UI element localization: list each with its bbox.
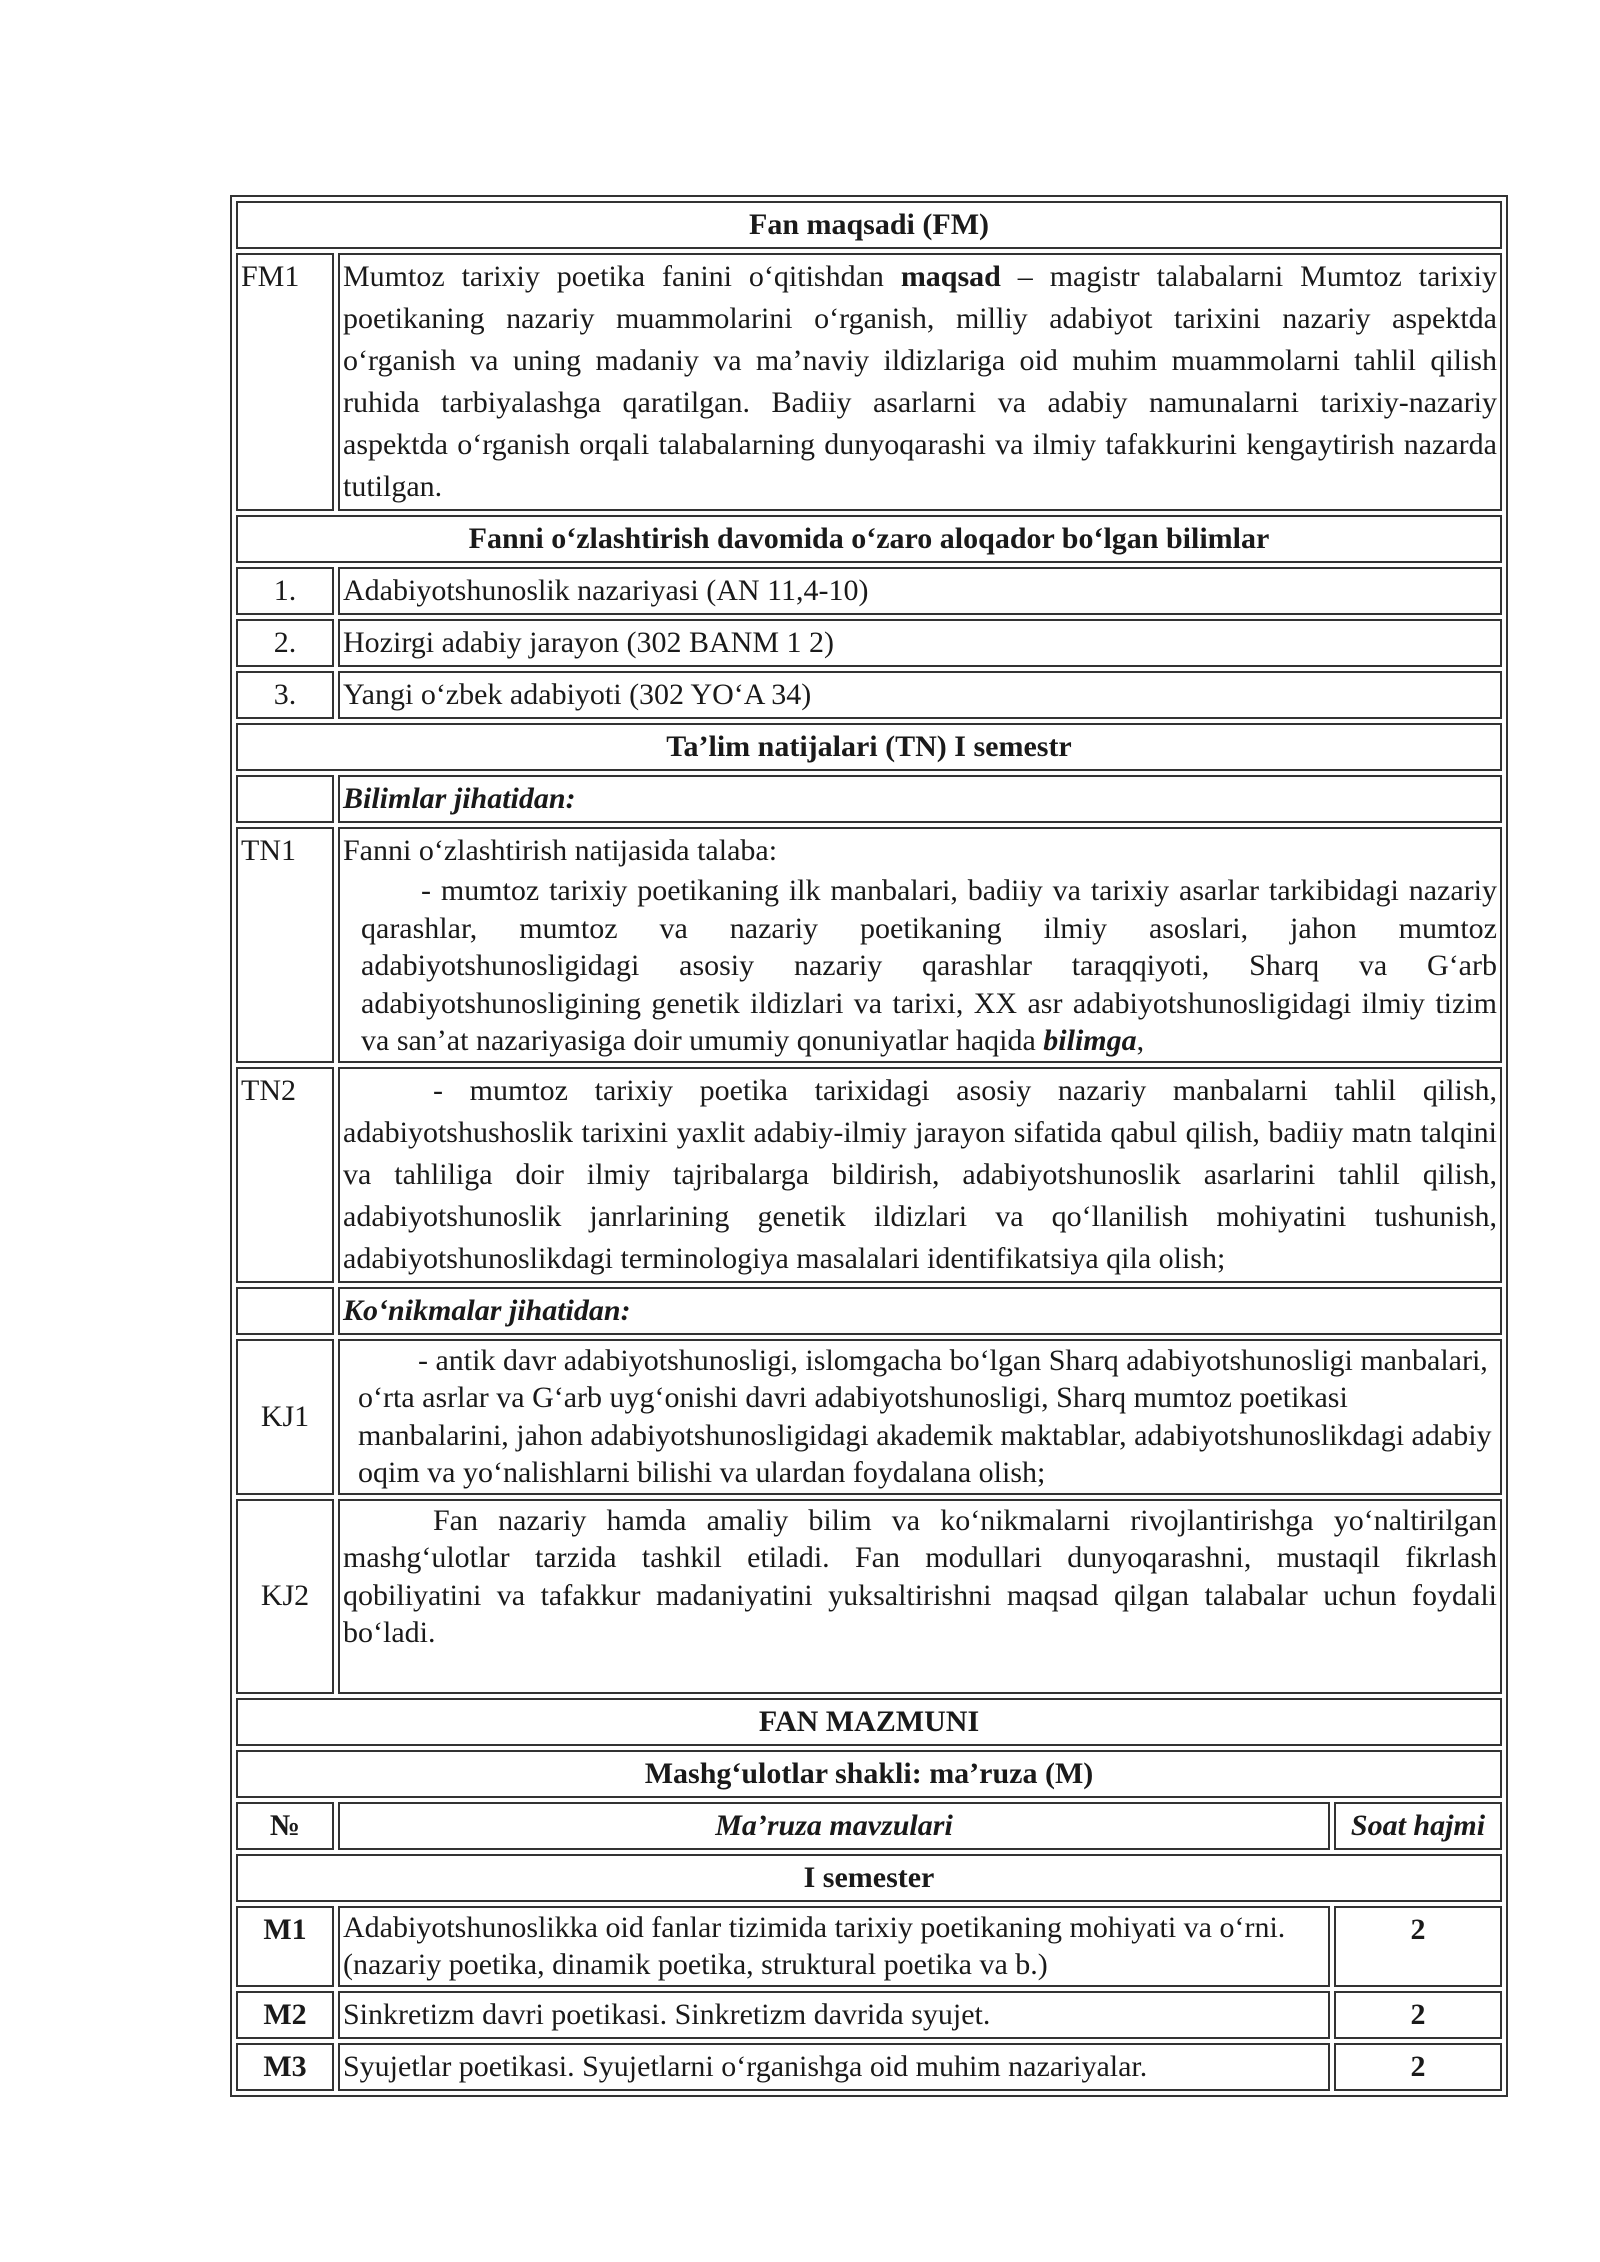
tn1-text	[343, 872, 1497, 1060]
knowledge-heading: Bilimlar jihatidan:	[338, 775, 1502, 823]
fm1-text-bold: maqsad	[900, 260, 1001, 293]
col-num-header: №	[236, 1802, 334, 1850]
lecture-topic: Sinkretizm davri poetikasi. Sinkretizm davrida syujet.	[338, 1991, 1330, 2039]
content-title: FAN MAZMUNI	[236, 1698, 1502, 1746]
tn-header-row	[236, 723, 1502, 771]
lecture-topic: Adabiyotshunoslikka oid fanlar tizimida tarixiy poetikaning mohiyati va o‘rni. (nazariy poetika, dinamik poetika, struktural poetika va b.)	[338, 1906, 1330, 1987]
related-row	[236, 671, 1502, 719]
related-text: Hozirgi adabiy jarayon (302 BANM 1 2)	[338, 619, 1502, 667]
kj1-row	[236, 1339, 1502, 1495]
semester-row	[236, 1854, 1502, 1902]
related-num: 1.	[236, 567, 334, 615]
tn2-text: - mumtoz tarixiy poetika tarixidagi asosiy nazariy manbalarni tahlil qilish, adabiyotshushoslik tarixini yaxlit adabiy-ilmiy jarayon sifatida qabul qilish, badiiy matn talqini va tahliliga doir ilmiy tajribalarga bildirish, adabiyotshunoslik asarlarini tahlil qilish, adabiyotshunoslik janrlarining genetik ildizlari va qo‘llanilish mohiyatini tushunish, adabiyotshunoslikdagi terminologiya masalalari identifikatsiya qila olish;	[338, 1067, 1502, 1283]
kj2-code: KJ2	[236, 1499, 334, 1694]
tn-title: Ta’lim natijalari (TN) I semestr	[236, 723, 1502, 771]
tn1-text-bold: bilimga	[1043, 1024, 1137, 1057]
skills-heading: Ko‘nikmalar jihatidan:	[338, 1287, 1502, 1335]
fm1-row	[236, 253, 1502, 511]
tn1-code: TN1	[236, 827, 334, 1063]
document-page	[230, 195, 1508, 2097]
lecture-hours: 2	[1334, 2043, 1502, 2091]
related-num: 2.	[236, 619, 334, 667]
kj2-text: Fan nazariy hamda amaliy bilim va ko‘nikmalarni rivojlantirishga yo‘naltirilgan mashg‘ulotlar tarzida tashkil etiladi. Fan modullari dunyoqarashni, mustaqil fikrlash qobiliyatini va tafakkur madaniyatini yuksaltirishni maqsad qilgan talabalar uchun foydali bo‘ladi.	[338, 1499, 1502, 1694]
table-row	[236, 1991, 1502, 2039]
kj1-text: - antik davr adabiyotshunosligi, islomgacha bo‘lgan Sharq adabiyotshunosligi manbalari, o‘rta asrlar va G‘arb uyg‘onishi davri adabiyotshunosligi, Sharq mumtoz poetikasi manbalarini, jahon adabiyotshunosligidagi akademik maktablar, adabiyotshunoslikdagi adabiy oqim va yo‘nalishlarni bilishi va ulardan foydalana olish;	[338, 1339, 1502, 1495]
related-num: 3.	[236, 671, 334, 719]
form-title: Mashg‘ulotlar shakli: ma’ruza (M)	[236, 1750, 1502, 1798]
tn1-text-end: ,	[1136, 1024, 1145, 1057]
fm-header-row	[236, 201, 1502, 249]
tn1-text-main: - mumtoz tarixiy poetikaning ilk manbalari, badiiy va tarixiy asarlar tarkibidagi nazariy qarashlar, mumtoz va nazariy poetikaning ilmiy asoslari, jahon mumtoz adabiyotshunosligidagi asosiy nazariy qarashlar taraqqiyoti, Sharq va G‘arb adabiyotshunosligining genetik ildizlari va tarixi, XX asr adabiyotshunosligidagi ilmiy tizim va san’at nazariyasiga doir umumiy qonuniyatlar haqida	[361, 874, 1497, 1057]
tn1-cell	[338, 827, 1502, 1063]
related-title: Fanni o‘zlashtirish davomida o‘zaro aloqador bo‘lgan bilimlar	[236, 515, 1502, 563]
col-hours-header: Soat hajmi	[1334, 1802, 1502, 1850]
fm1-text-start: Mumtoz tarixiy poetika fanini o‘qitishdan	[343, 260, 901, 293]
tn1-intro: Fanni o‘zlashtirish natijasida talaba:	[343, 834, 778, 867]
related-text: Yangi o‘zbek adabiyoti (302 YO‘A 34)	[338, 671, 1502, 719]
lecture-code: M2	[236, 1991, 334, 2039]
related-header-row	[236, 515, 1502, 563]
lecture-code: M1	[236, 1906, 334, 1987]
fm1-text	[338, 253, 1502, 511]
empty-cell	[236, 1287, 334, 1335]
lecture-topic: Syujetlar poetikasi. Syujetlarni o‘rganishga oid muhim nazariyalar.	[338, 2043, 1330, 2091]
tn2-code: TN2	[236, 1067, 334, 1283]
kj1-code: KJ1	[236, 1339, 334, 1495]
table-row	[236, 1906, 1502, 1987]
empty-cell	[236, 775, 334, 823]
lecture-code: M3	[236, 2043, 334, 2091]
column-header-row	[236, 1802, 1502, 1850]
content-header-row	[236, 1698, 1502, 1746]
skills-heading-row	[236, 1287, 1502, 1335]
related-row	[236, 567, 1502, 615]
tn1-row	[236, 827, 1502, 1063]
lecture-hours: 2	[1334, 1991, 1502, 2039]
syllabus-table	[230, 195, 1508, 2097]
related-row	[236, 619, 1502, 667]
knowledge-heading-row	[236, 775, 1502, 823]
fm1-code: FM1	[236, 253, 334, 511]
related-text: Adabiyotshunoslik nazariyasi (AN 11,4-10)	[338, 567, 1502, 615]
col-topics-header: Ma’ruza mavzulari	[338, 1802, 1330, 1850]
fm-title: Fan maqsadi (FM)	[236, 201, 1502, 249]
fm1-text-end: – magistr talabalarni Mumtoz tarixiy poetikaning nazariy muammolarini o‘rganish, milliy adabiyot tarixini nazariy aspektda o‘rganish va uning madaniy va ma’naviy ildizlariga oid muhim muammolarni tahlil qilish ruhida tarbiyalashga qaratilgan. Badiiy asarlarni va adabiy namunalarni tarixiy-nazariy aspektda o‘rganish orqali talabalarning dunyoqarashi va ilmiy tafakkurini kengaytirish nazarda tutilgan.	[343, 260, 1497, 503]
table-row	[236, 2043, 1502, 2091]
tn2-row	[236, 1067, 1502, 1283]
lecture-hours: 2	[1334, 1906, 1502, 1987]
form-row	[236, 1750, 1502, 1798]
kj2-row	[236, 1499, 1502, 1694]
semester-title: I semester	[236, 1854, 1502, 1902]
